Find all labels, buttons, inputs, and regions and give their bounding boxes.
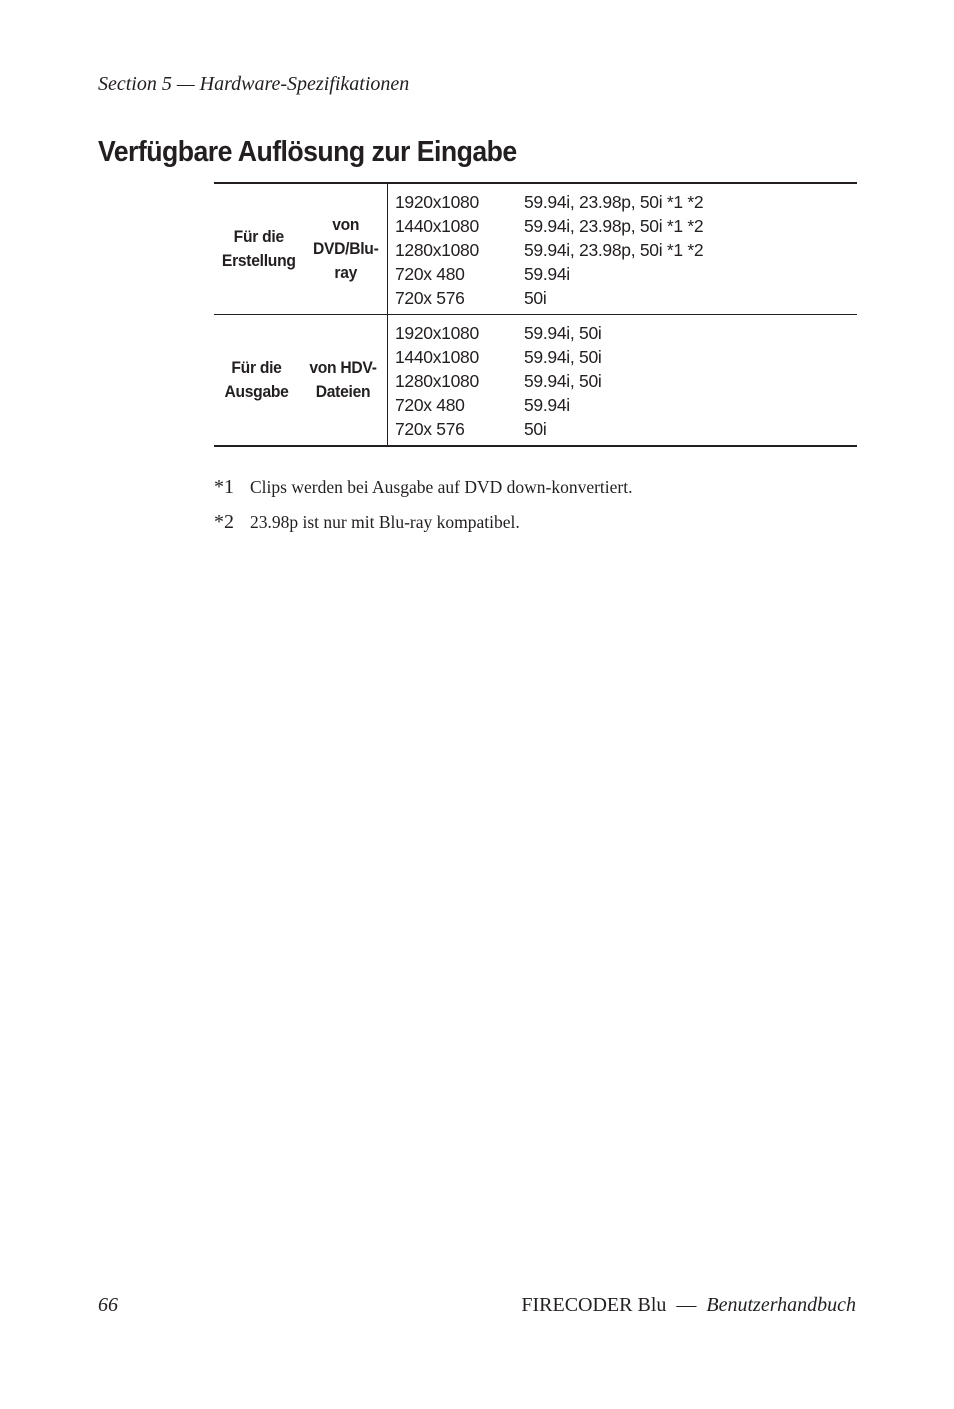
resolution-cell: 720x 576 (395, 288, 465, 308)
table-row (395, 190, 857, 214)
resolution-cell: 1280x1080 (395, 240, 479, 260)
framerate-cell: 59.94i (524, 395, 570, 415)
framerate-cell: 59.94i, 50i (524, 347, 602, 367)
table-group-hdv-files (214, 314, 857, 445)
resolution-cell: 1920x1080 (395, 192, 479, 212)
framerate-cell: 59.94i (524, 264, 570, 284)
group-label (214, 184, 388, 314)
framerate-cell: 50i (524, 288, 547, 308)
resolution-cell: 720x 480 (395, 395, 465, 415)
group-label-line: von DVD/Blu-ray (312, 215, 379, 282)
group-rows (388, 315, 857, 445)
group-label-line: Für die Ausgabe (224, 358, 289, 401)
resolution-cell: 1280x1080 (395, 371, 479, 391)
resolution-cell: 1440x1080 (395, 347, 479, 367)
table-row (395, 369, 857, 393)
section-header: Section 5 — Hardware-Spezifikationen (98, 73, 410, 95)
resolution-cell: 720x 576 (395, 419, 465, 439)
table-row (395, 262, 857, 286)
table-row (395, 214, 857, 238)
resolution-cell: 720x 480 (395, 264, 465, 284)
table-row (395, 286, 857, 310)
framerate-cell: 59.94i, 23.98p, 50i *1 *2 (524, 216, 704, 236)
page-number: 66 (98, 1294, 118, 1316)
footnotes (214, 476, 632, 546)
framerate-cell: 50i (524, 419, 547, 439)
product-name: FIRECODER Blu (521, 1294, 667, 1316)
footnote (214, 476, 632, 511)
footnote-mark: *2 (214, 511, 234, 533)
table-row (395, 321, 857, 345)
table-row (395, 393, 857, 417)
framerate-cell: 59.94i, 23.98p, 50i *1 *2 (524, 240, 704, 260)
table-group-dvd-bluray (214, 184, 857, 314)
framerate-cell: 59.94i, 50i (524, 371, 602, 391)
title-separator: — (676, 1294, 697, 1316)
footnote-mark: *1 (214, 476, 234, 498)
footnote-text: Clips werden bei Ausgabe auf DVD down-konvertiert. (250, 477, 633, 497)
page-title: Verfügbare Auflösung zur Eingabe (98, 136, 517, 168)
group-label-line: von HDV-Dateien (309, 358, 377, 401)
resolution-table (214, 182, 857, 447)
group-label-line: Für die Erstellung (221, 227, 296, 270)
footnote (214, 511, 632, 546)
table-row (395, 345, 857, 369)
table-row (395, 238, 857, 262)
book-title (521, 1292, 856, 1318)
group-rows (388, 184, 857, 314)
footnote-text: 23.98p ist nur mit Blu-ray kompatibel. (250, 512, 520, 532)
resolution-cell: 1440x1080 (395, 216, 479, 236)
framerate-cell: 59.94i, 23.98p, 50i *1 *2 (524, 192, 704, 212)
manual-name: Benutzerhandbuch (706, 1294, 856, 1316)
table-row (395, 417, 857, 441)
group-label (214, 315, 388, 445)
resolution-cell: 1920x1080 (395, 323, 479, 343)
framerate-cell: 59.94i, 50i (524, 323, 602, 343)
